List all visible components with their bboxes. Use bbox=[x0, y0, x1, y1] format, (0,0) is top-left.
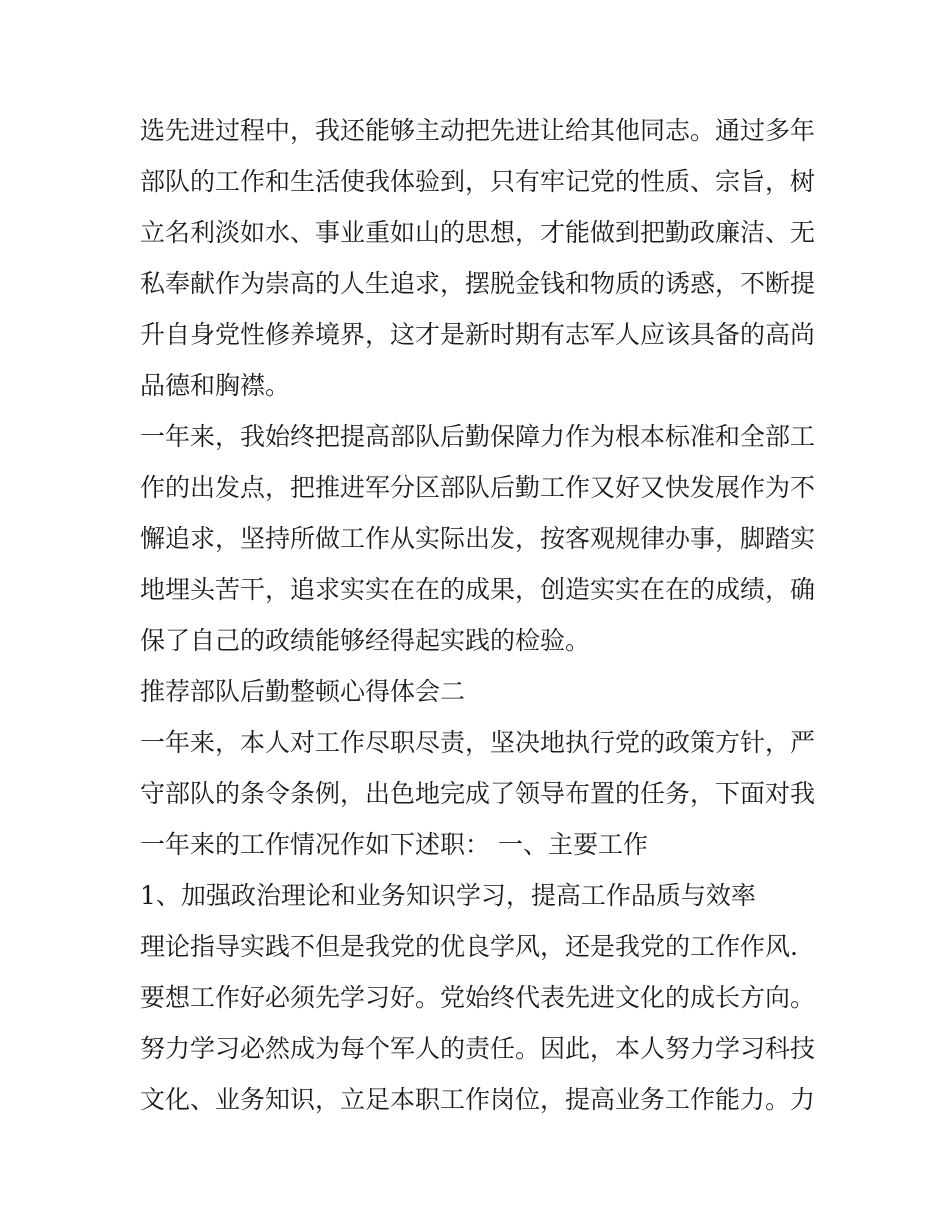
text-line-2: 部队的工作和生活使我体验到，只有牢记党的性质、宗旨，树 bbox=[140, 167, 816, 196]
text-line-1: 选先进过程中，我还能够主动把先进让给其他同志。通过多年 bbox=[140, 116, 816, 145]
text-line-6: 品德和胸襟。 bbox=[140, 371, 291, 400]
document-body bbox=[140, 105, 830, 1125]
text-line-13: 一年来，本人对工作尽职尽责，坚决地执行党的政策方针，严 bbox=[140, 728, 816, 757]
text-line-4: 私奉献作为崇高的人生追求，摆脱金钱和物质的诱惑，不断提 bbox=[140, 269, 816, 298]
text-line-5: 升自身党性修养境界，这才是新时期有志军人应该具备的高尚 bbox=[140, 320, 816, 349]
subsection-heading: 1、加强政治理论和业务知识学习，提高工作品质与效率 bbox=[140, 881, 756, 910]
text-line-8: 作的出发点，把推进军分区部队后勤工作又好又快发展作为不 bbox=[140, 473, 816, 502]
text-line-9: 懈追求，坚持所做工作从实际出发，按客观规律办事，脚踏实 bbox=[140, 524, 816, 553]
text-line-14: 守部队的条令条例，出色地完成了领导布置的任务，下面对我 bbox=[140, 779, 816, 808]
text-line-7: 一年来，我始终把提高部队后勤保障力作为根本标准和全部工 bbox=[140, 422, 816, 451]
text-line-18: 要想工作好必须先学习好。党始终代表先进文化的成长方向。 bbox=[140, 983, 816, 1012]
text-line-19: 努力学习必然成为每个军人的责任。因此，本人努力学习科技 bbox=[140, 1034, 816, 1063]
text-line-15: 一年来的工作情况作如下述职： 一、主要工作 bbox=[140, 830, 648, 859]
text-line-20: 文化、业务知识，立足本职工作岗位，提高业务工作能力。力 bbox=[140, 1085, 816, 1114]
text-line-17: 理论指导实践不但是我党的优良学风，还是我党的工作作风. bbox=[140, 932, 798, 961]
section-heading: 推荐部队后勤整顿心得体会二 bbox=[140, 677, 466, 706]
text-line-3: 立名利淡如水、事业重如山的思想，才能做到把勤政廉洁、无 bbox=[140, 218, 816, 247]
text-line-11: 保了自己的政绩能够经得起实践的检验。 bbox=[140, 626, 591, 655]
text-line-10: 地埋头苦干，追求实实在在的成果，创造实实在在的成绩，确 bbox=[140, 575, 816, 604]
